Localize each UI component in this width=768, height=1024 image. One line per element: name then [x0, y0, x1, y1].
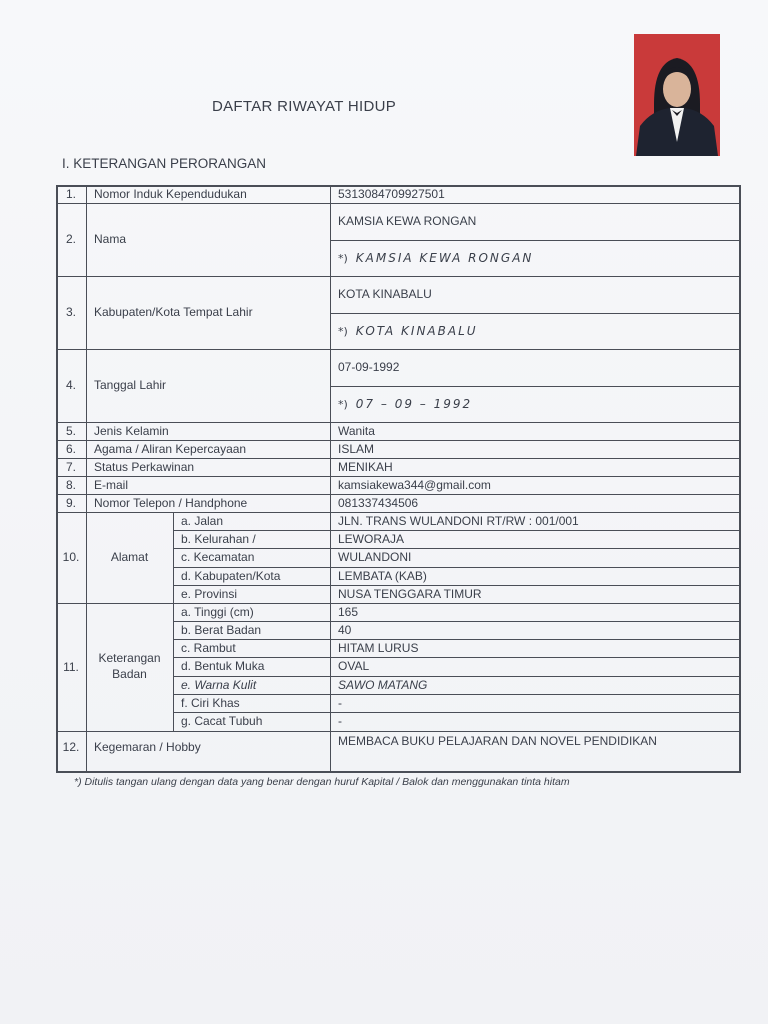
nik-label: Nomor Induk Kependudukan: [94, 187, 247, 201]
province-value: NUSA TENGGARA TIMUR: [338, 587, 482, 601]
handwriting-marker: *): [338, 325, 348, 338]
row-number: 10.: [62, 550, 80, 564]
hobby-label: Kegemaran / Hobby: [94, 740, 201, 754]
disability-label: g. Cacat Tubuh: [181, 714, 263, 728]
row-number: 3.: [65, 305, 76, 319]
row-number: 7.: [65, 460, 76, 474]
village-value: LEWORAJA: [338, 532, 405, 546]
name-handwritten: [330, 240, 739, 276]
name-value: KAMSIA KEWA RONGAN: [338, 214, 477, 228]
district-label: c. Kecamatan: [181, 550, 255, 564]
phone-label: Nomor Telepon / Handphone: [94, 496, 248, 510]
handwriting-footnote: *) Ditulis tangan ulang dengan data yang benar dengan huruf Kapital / Balok dan menggunakan tinta hitam: [74, 776, 570, 788]
birthplace-value: KOTA KINABALU: [338, 287, 432, 301]
face-shape-label: d. Bentuk Muka: [181, 659, 265, 673]
skin-color-value: SAWO MATANG: [338, 678, 428, 692]
province-label: e. Provinsi: [181, 587, 238, 601]
row-number: 5.: [65, 424, 76, 438]
document-title: DAFTAR RIWAYAT HIDUP: [212, 98, 397, 115]
disability-value: -: [338, 714, 342, 728]
gender-value: Wanita: [338, 424, 375, 438]
name-handwritten-text: KAMSIA KEWA RONGAN: [355, 251, 534, 265]
hobby-value: MEMBACA BUKU PELAJARAN DAN NOVEL PENDIDIKAN: [338, 734, 657, 748]
row-number: 9.: [65, 496, 76, 510]
email-label: E-mail: [94, 478, 129, 492]
row-number: 12.: [62, 740, 80, 754]
row-number: 4.: [65, 378, 76, 392]
row-number: 8.: [65, 478, 76, 492]
weight-value: 40: [338, 623, 352, 637]
religion-label: Agama / Aliran Kepercayaan: [94, 442, 247, 456]
hair-value: HITAM LURUS: [338, 641, 419, 655]
distinctive-mark-label: f. Ciri Khas: [181, 696, 240, 710]
physical-label-line1: Keterangan: [98, 651, 161, 665]
birthdate-handwritten: [330, 386, 739, 422]
face-shape-value: OVAL: [338, 659, 370, 673]
nik-value: 5313084709927501: [338, 187, 445, 201]
birthplace-handwritten: [330, 313, 739, 349]
birthdate-label: Tanggal Lahir: [94, 378, 167, 392]
hair-label: c. Rambut: [181, 641, 236, 655]
row-number: 1.: [65, 187, 76, 201]
gender-label: Jenis Kelamin: [94, 424, 169, 438]
row-number: 2.: [65, 232, 76, 246]
regency-value: LEMBATA (KAB): [338, 569, 427, 583]
section-heading: I. KETERANGAN PERORANGAN: [62, 156, 267, 171]
birthplace-label: Kabupaten/Kota Tempat Lahir: [94, 305, 253, 319]
marital-status-value: MENIKAH: [338, 460, 393, 474]
birthdate-handwritten-text: 07 – 09 – 1992: [355, 397, 473, 411]
street-value: JLN. TRANS WULANDONI RT/RW : 001/001: [338, 514, 579, 528]
skin-color-label: e. Warna Kulit: [181, 678, 257, 692]
handwriting-marker: *): [338, 252, 348, 265]
height-label: a. Tinggi (cm): [181, 605, 254, 619]
regency-label: d. Kabupaten/Kota: [181, 569, 281, 583]
physical-label-line2: Badan: [112, 667, 147, 681]
row-number: 6.: [65, 442, 76, 456]
street-label: a. Jalan: [181, 514, 224, 528]
religion-value: ISLAM: [338, 442, 375, 456]
handwriting-marker: *): [338, 398, 348, 411]
district-value: WULANDONI: [338, 550, 412, 564]
personal-data-table: [56, 185, 741, 772]
height-value: 165: [338, 605, 359, 619]
marital-status-label: Status Perkawinan: [94, 460, 195, 474]
address-label: Alamat: [110, 550, 149, 564]
birthplace-handwritten-text: KOTA KINABALU: [355, 324, 478, 338]
birthdate-value: 07-09-1992: [338, 360, 400, 374]
email-value: kamsiakewa344@gmail.com: [338, 478, 491, 492]
row-number: 11.: [63, 660, 79, 674]
phone-value: 081337434506: [338, 496, 419, 510]
distinctive-mark-value: -: [338, 696, 342, 710]
weight-label: b. Berat Badan: [181, 623, 262, 637]
village-label: b. Kelurahan /: [181, 532, 256, 546]
passport-photo: [634, 34, 720, 156]
name-label: Nama: [94, 232, 127, 246]
